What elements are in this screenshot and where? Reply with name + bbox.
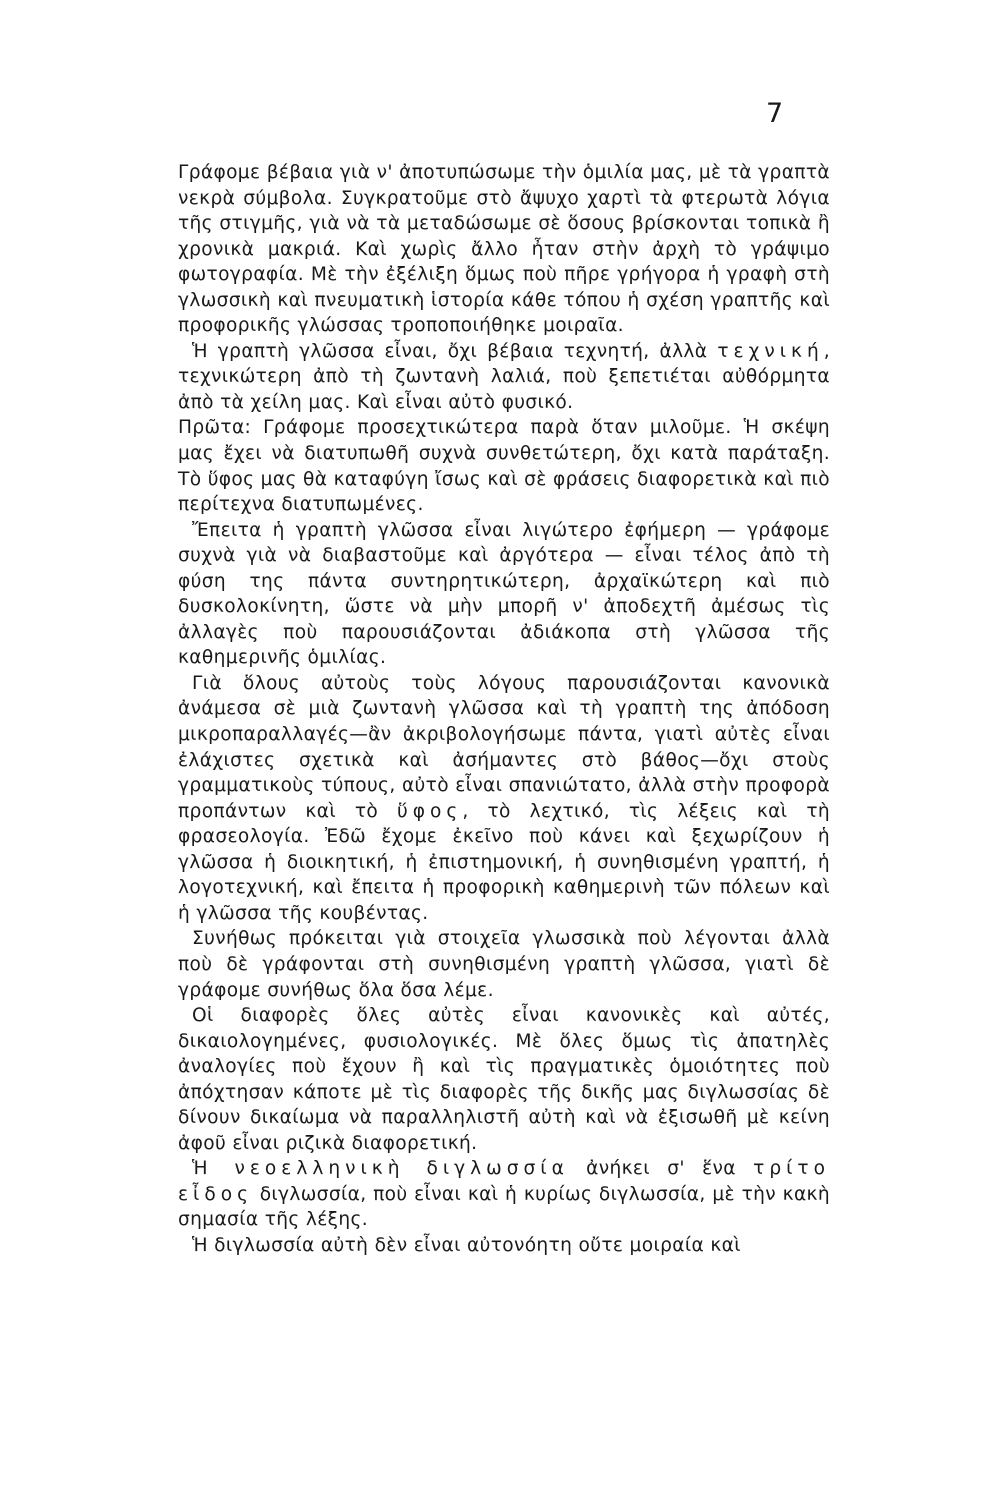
paragraph-8	[178, 1156, 830, 1233]
paragraph-3: Πρῶτα: Γράφομε προσεχτικώτερα παρὰ ὅταν μιλοῦμε. Ἡ σκέψη μας ἔχει νὰ διατυπωθῆ συχνὰ συνθετώτερη, ὄχι κατὰ παράταξη. Τὸ ὕφος μας θὰ καταφύγη ἴσως καὶ σὲ φράσεις διαφορετικὰ καὶ πιὸ περίτεχνα διατυπωμένες.	[178, 417, 830, 516]
page-number: 7	[766, 98, 784, 129]
paragraph-5	[178, 671, 830, 926]
body-text	[178, 160, 830, 1259]
paragraph-5-part-1: Γιὰ ὅλους αὐτοὺς τοὺς λόγους παρουσιάζονται κανονικὰ ἀνάμεσα σὲ μιὰ ζωντανὴ γλῶσσα καὶ τὴ γραπτὴ της ἀπόδοση μικροπαραλλαγές—ἂν ἀκριβολογήσωμε πάντα, γιατὶ αὐτὲς εἶναι ἐλάχιστες σχετικὰ καὶ ἀσήμαντες στὸ βάθος—ὄχι στοὺς γραμματικοὺς τύπους, αὐτὸ εἶναι σπανιώτατο, ἀλλὰ στὴν προφορὰ προπάντων καὶ τὸ	[178, 672, 830, 822]
paragraph-7: Οἱ διαφορὲς ὅλες αὐτὲς εἶναι κανονικὲς καὶ αὐτές, δικαιολογημένες, φυσιολογικές. Μὲ ὅλες ὅμως τὶς ἀπατηλὲς ἀναλογίες ποὺ ἔχουν ἢ καὶ τὶς πραγματικὲς ὁμοιότητες ποὺ ἀπόχτησαν κάποτε μὲ τὶς διαφορὲς τῆς δικῆς μας διγλωσσίας δὲ δίνουν δικαίωμα νὰ παραλληλιστῆ αὐτὴ καὶ νὰ ἐξισωθῆ μὲ κείνη ἀφοῦ εἶναι ριζικὰ διαφορετική.	[178, 1005, 830, 1154]
spaced-term-techniki: τεχνική	[717, 340, 824, 362]
spaced-term-yfos: ὕφος	[397, 800, 463, 822]
paragraph-1: Γράφομε βέβαια γιὰ ν' ἀποτυπώσωμε τὴν ὁμιλία μας, μὲ τὰ γραπτὰ νεκρὰ σύμβολα. Συγκρατοῦμε στὸ ἄψυχο χαρτὶ τὰ φτερωτὰ λόγια τῆς στιγμῆς, γιὰ νὰ τὰ μεταδώσωμε σὲ ὅσους βρίσκονται τοπικὰ ἢ χρονικὰ μακριά. Καὶ χωρὶς ἄλλο ἦταν στὴν ἀρχὴ τὸ γράψιμο φωτογραφία. Μὲ τὴν ἐξέλιξη ὅμως ποὺ πῆρε γρήγορα ἡ γραφὴ στὴ γλωσσικὴ καὶ πνευματικὴ ἱστορία κάθε τόπου ἡ σχέση γραπτῆς καὶ προφορικῆς γλώσσας τροποποιήθηκε μοιραῖα.	[178, 162, 830, 337]
paragraph-2-part-1: Ἡ γραπτὴ γλῶσσα εἶναι, ὄχι βέβαια τεχνητή, ἀλλὰ	[192, 340, 708, 362]
paragraph-2	[178, 339, 830, 416]
paragraph-4: Ἔπειτα ἡ γραπτὴ γλῶσσα εἶναι λιγώτερο ἐφήμερη — γράφομε συχνὰ γιὰ νὰ διαβαστοῦμε καὶ ἀργότερα — εἶναι τέλος ἀπὸ τὴ φύση της πάντα συντηρητικώτερη, ἀρχαϊκώτερη καὶ πιὸ δυσκολοκίνητη, ὥστε νὰ μὴν μπορῆ ν' ἀποδεχτῆ ἀμέσως τὶς ἀλλαγὲς ποὺ παρουσιάζονται ἀδιάκοπα στὴ γλῶσσα τῆς καθημερινῆς ὁμιλίας.	[178, 519, 830, 669]
paragraph-9: Ἡ διγλωσσία αὐτὴ δὲν εἶναι αὐτονόητη οὔτε μοιραία καὶ	[192, 1234, 741, 1256]
spaced-term-neoelliniki-diglossia: Ἡ νεοελληνικὴ διγλωσσία	[192, 1158, 569, 1180]
paragraph-8-part-1: ἀνήκει σ' ἕνα	[586, 1158, 736, 1180]
paragraph-5-part-2: , τὸ λεχτικό, τὶς λέξεις καὶ τὴ φρασεολογία. Ἐδῶ ἔχομε ἐκεῖνο ποὺ κάνει καὶ ξεχωρίζουν ἡ γλῶσσα ἡ διοικητική, ἡ ἐπιστημονική, ἡ συνηθισμένη γραπτή, ἡ λογοτεχνική, καὶ ἔπειτα ἡ προφορικὴ καθημερινὴ τῶν πόλεων καὶ ἡ γλῶσσα τῆς κουβέντας.	[178, 800, 830, 924]
spaced-term-trito-eidos: τρίτο εἶδος	[178, 1158, 830, 1205]
paragraph-6: Συνήθως πρόκειται γιὰ στοιχεῖα γλωσσικὰ ποὺ λέγονται ἀλλὰ ποὺ δὲ γράφονται στὴ συνηθισμένη γραπτὴ γλῶσσα, γιατὶ δὲ γράφομε συνήθως ὅλα ὅσα λέμε.	[178, 928, 830, 1001]
paragraph-8-part-2: διγλωσσία, ποὺ εἶναι καὶ ἡ κυρίως διγλωσσία, μὲ τὴν κακὴ σημασία τῆς λέξης.	[178, 1183, 830, 1231]
paragraph-2-part-2: , τεχνικώτερη ἀπὸ τὴ ζωντανὴ λαλιά, ποὺ ξεπετιέται αὐθόρμητα ἀπὸ τὰ χείλη μας. Καὶ εἶναι αὐτὸ φυσικό.	[178, 340, 831, 413]
